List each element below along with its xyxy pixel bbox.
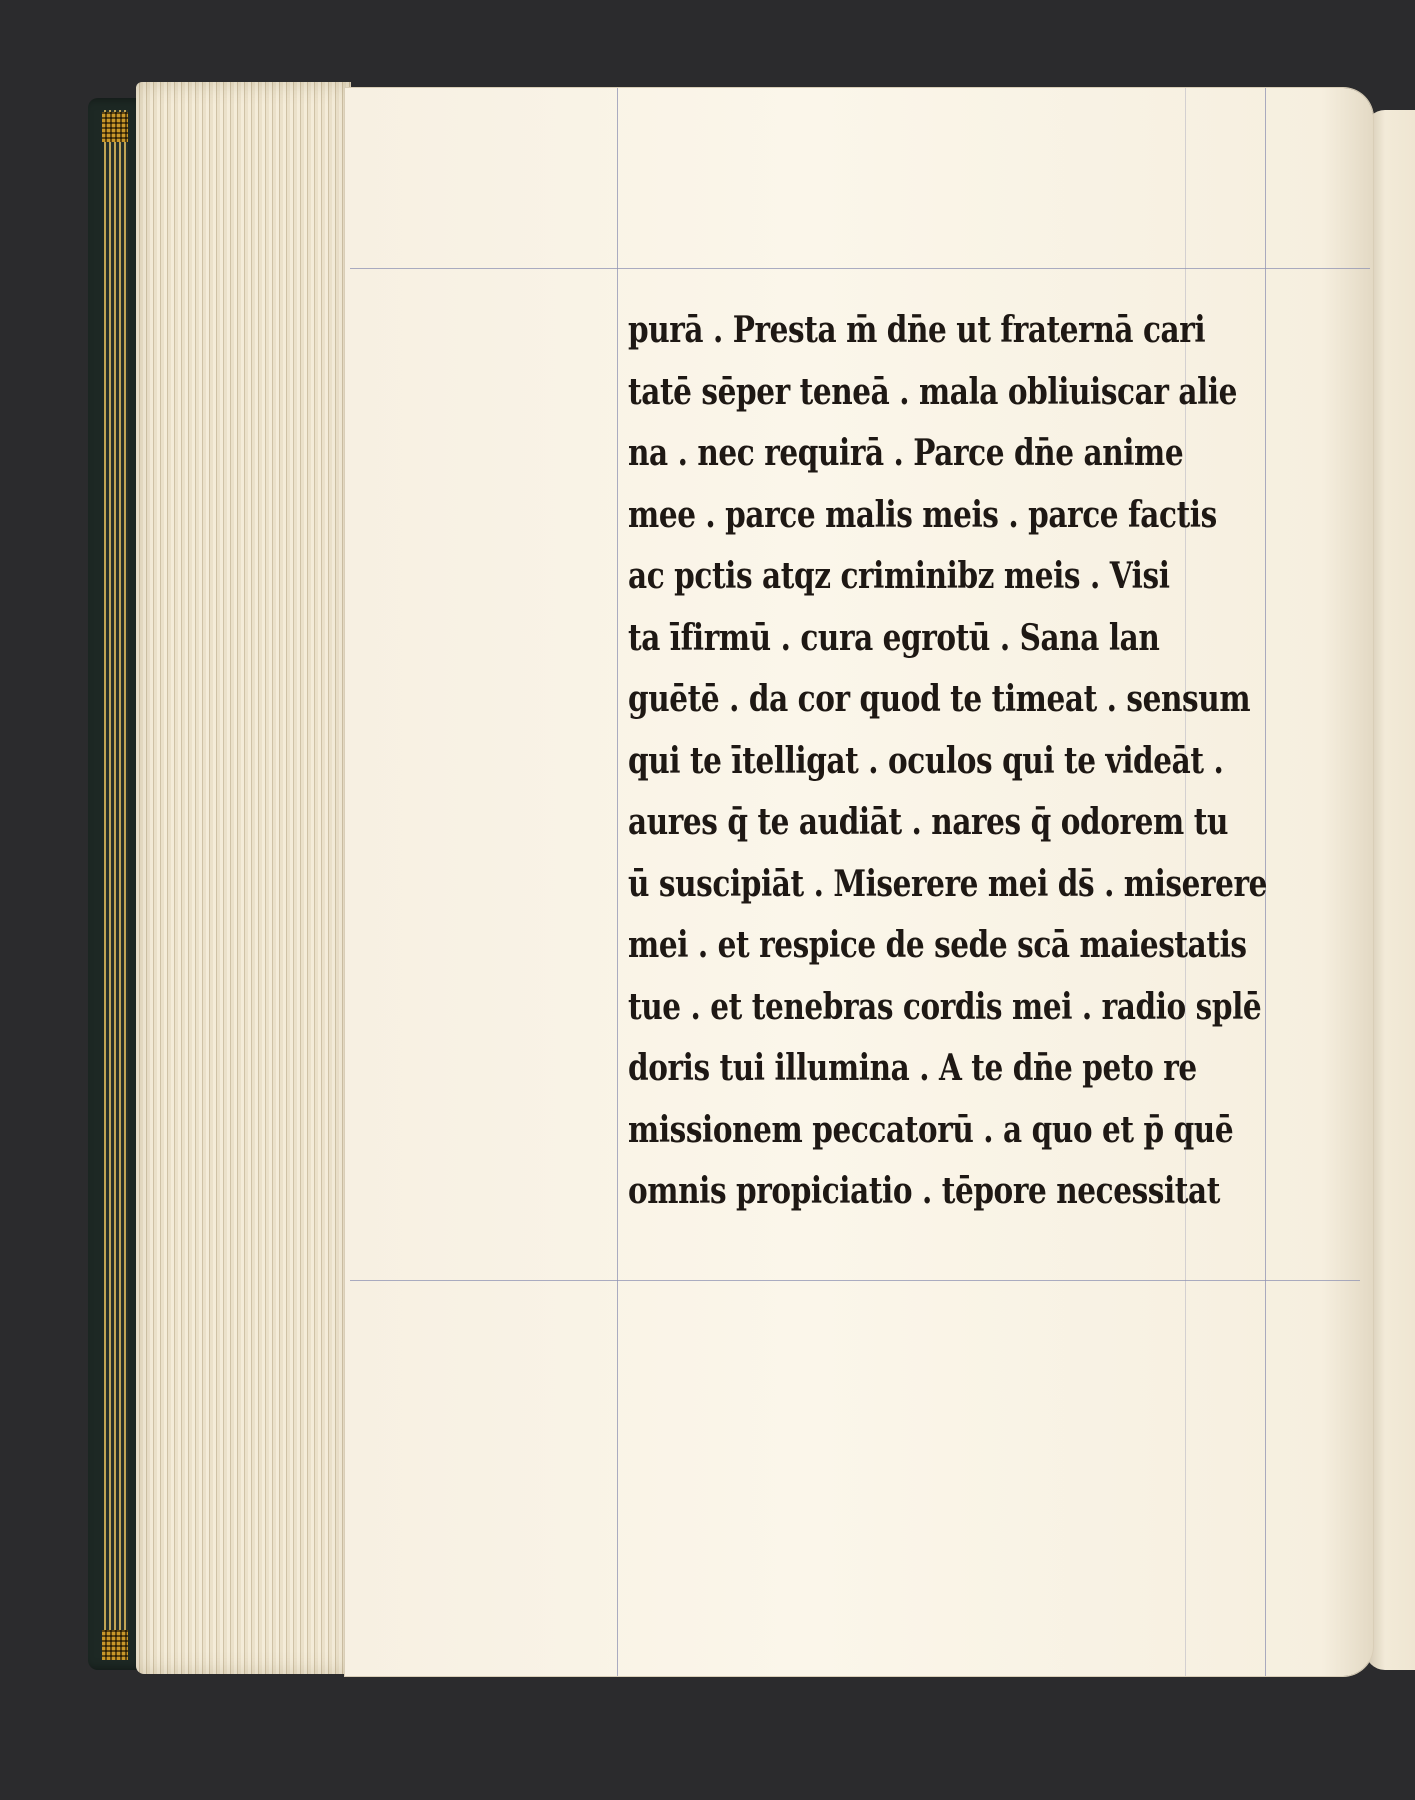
cover-ornament-bottom: [102, 1630, 128, 1660]
cover-ornament-top: [102, 112, 128, 142]
text-line: qui te ītelligat . oculos qui te videāt .: [628, 739, 1224, 782]
text-line: na . nec requirā . Parce dn̄e anime: [628, 432, 1184, 474]
ruling-left-margin: [617, 88, 618, 1676]
text-line: ta īfirmū . cura egrotū . Sana lan: [628, 616, 1160, 659]
text-line: mei . et respice de sede scā maiestatis: [628, 924, 1247, 966]
text-line: aures q̄ te audiāt . nares q̄ odorem tu: [628, 801, 1229, 843]
text-line: doris tui illumina . A te dn̄e peto re: [628, 1047, 1197, 1089]
ruling-bottom: [350, 1280, 1360, 1281]
text-line: guētē . da cor quod te timeat . sensum: [628, 678, 1251, 720]
page-edges-stack: [136, 82, 351, 1674]
text-line: omnis propiciatio . tēpore necessitat: [628, 1170, 1220, 1212]
text-line: purā . Presta m̄ dn̄e ut fraternā cari: [628, 309, 1206, 351]
text-line: tatē sēper teneā . mala obliuiscar alie: [628, 370, 1238, 413]
text-line: missionem peccatorū . a quo et p̄ quē: [628, 1108, 1234, 1151]
ruling-top: [350, 268, 1370, 269]
text-line: ac pctis atqz criminibz meis . Visi: [628, 555, 1170, 597]
manuscript-text: [628, 300, 1278, 1223]
text-line: ū suscipiāt . Miserere mei ds̄ . miserere: [628, 862, 1268, 905]
text-line: mee . parce malis meis . parce factis: [628, 493, 1217, 536]
text-line: tue . et tenebras cordis mei . radio splē: [628, 985, 1262, 1028]
gilt-spine-edge: [104, 110, 128, 1660]
